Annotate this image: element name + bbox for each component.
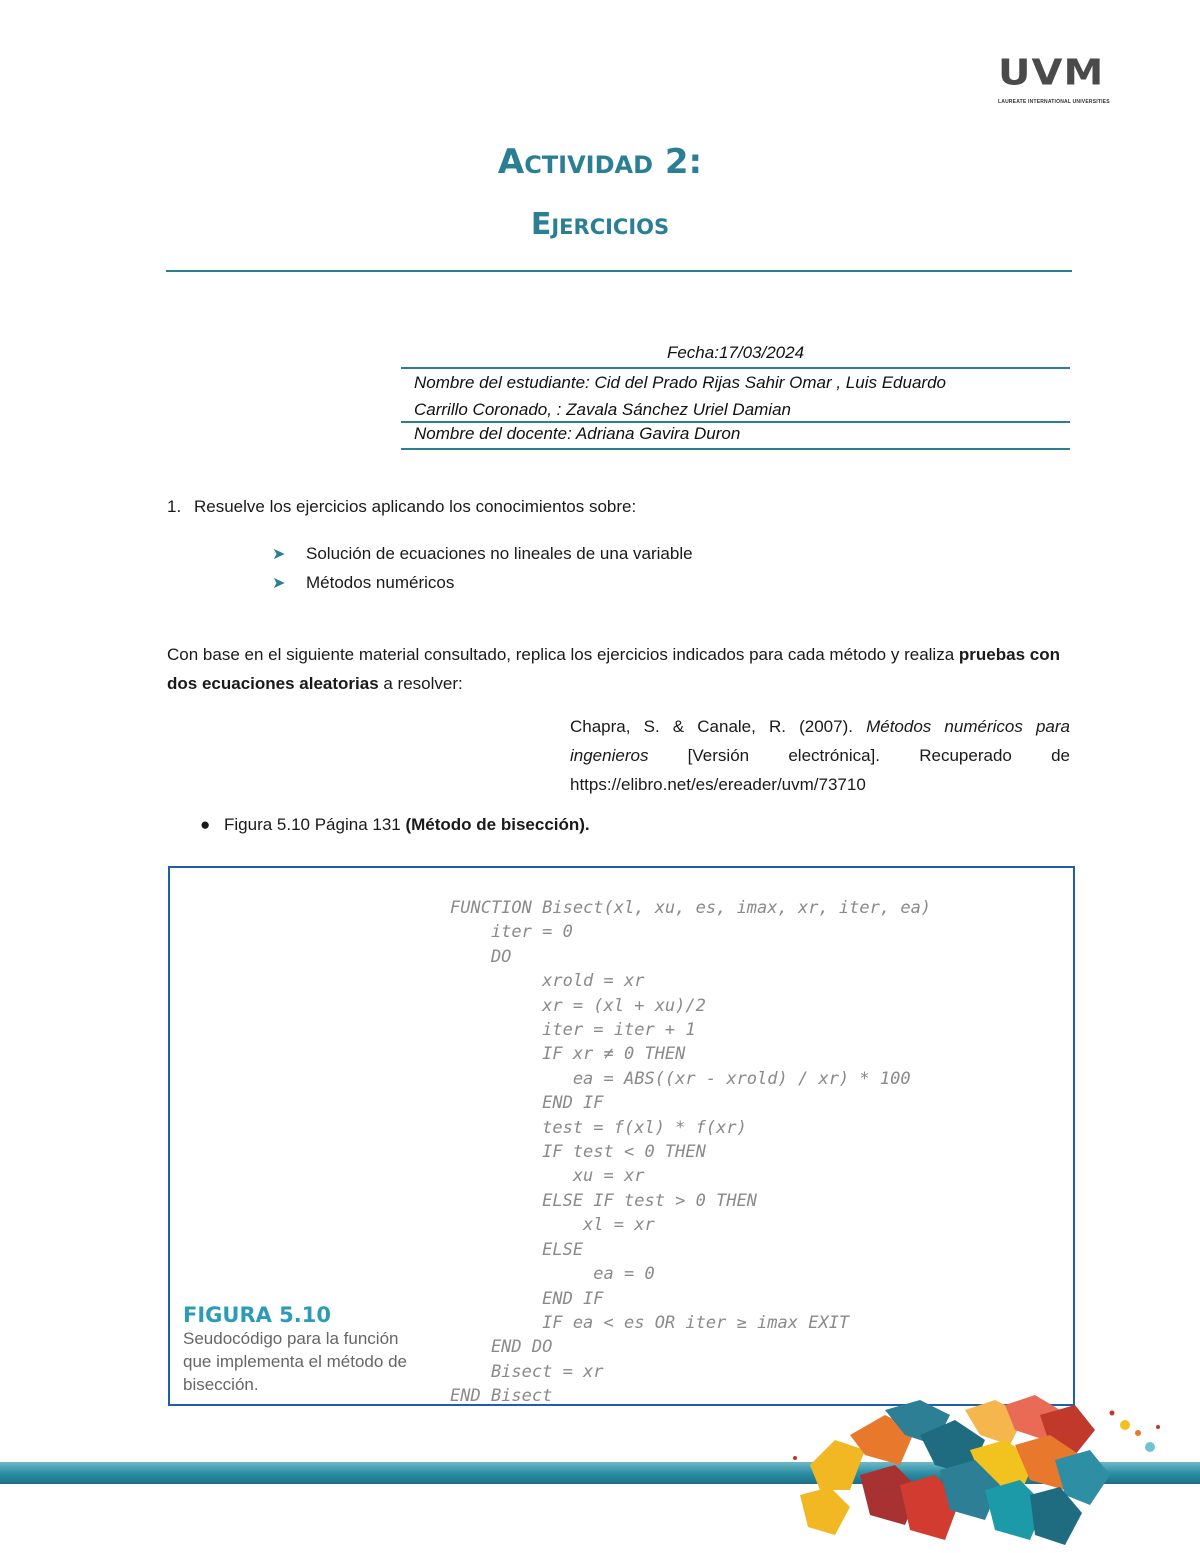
code-line: xrold = xr <box>450 971 645 992</box>
topic-label: Solución de ecuaciones no lineales de una variable <box>306 543 693 563</box>
figure-description: Seudocódigo para la función que implementa el método de bisección. <box>183 1329 407 1394</box>
logo-word: UVM <box>998 52 1105 94</box>
code-line: END DO <box>450 1337 553 1358</box>
code-line: xr = (xl + xu)/2 <box>450 995 706 1016</box>
pseudocode-block <box>450 896 931 1406</box>
code-line: END IF <box>450 1288 604 1309</box>
code-line: iter = iter + 1 <box>450 1020 696 1041</box>
code-line: ea = ABS((xr - xrold) / xr) * 100 <box>450 1068 911 1089</box>
code-line: IF ea < es OR iter ≥ imax EXIT <box>450 1312 850 1333</box>
figure-reference-bold: (Método de bisección). <box>405 815 590 834</box>
page-title <box>0 142 1200 182</box>
code-line: xu = xr <box>450 1166 645 1187</box>
instructions-text-end: a resolver: <box>378 674 463 693</box>
figure-reference <box>200 815 590 835</box>
code-line: DO <box>450 946 512 967</box>
figure-caption <box>183 1303 413 1396</box>
instructions-paragraph <box>167 640 1071 698</box>
bullet-dot-icon: ● <box>200 815 211 834</box>
uvm-logo <box>998 52 1123 110</box>
list-item <box>272 568 693 597</box>
code-line: IF test < 0 THEN <box>450 1142 706 1163</box>
topic-label: Métodos numéricos <box>306 572 455 592</box>
info-divider <box>401 421 1070 423</box>
question-number: 1. <box>167 497 182 516</box>
code-line: END Bisect <box>450 1386 553 1406</box>
code-line: iter = 0 <box>450 922 573 943</box>
title-line2: Ejercicios <box>530 207 670 242</box>
instructions-bold: pruebas con dos ecuaciones aleatorias <box>167 645 1060 693</box>
reference-authors: Chapra, S. & Canale, R. (2007). <box>570 717 867 736</box>
logo-subtitle: LAUREATE INTERNATIONAL UNIVERSITIES <box>998 99 1110 105</box>
info-divider <box>401 448 1070 450</box>
arrow-bullet-icon: ➤ <box>272 545 286 563</box>
figure-5-10-image <box>168 866 1075 1406</box>
student-line-1: Nombre del estudiante: Cid del Prado Rijas Sahir Omar , Luis Eduardo <box>414 373 946 392</box>
code-line: FUNCTION Bisect(xl, xu, es, imax, xr, iter, ea) <box>450 898 932 918</box>
code-line: ea = 0 <box>450 1264 655 1285</box>
reference-book-title: Métodos numéricos para ingenieros <box>570 717 1070 765</box>
topics-list <box>272 539 693 597</box>
reference-rest: [Versión electrónica]. Recuperado de https://elibro.net/es/ereader/uvm/73710 <box>570 746 1070 794</box>
decorative-cubes <box>790 1395 1170 1553</box>
code-line: Bisect = xr <box>450 1361 604 1382</box>
page-subtitle <box>0 207 1200 242</box>
student-names <box>401 369 1070 423</box>
reference-citation <box>570 712 1070 799</box>
figure-reference-text: Figura 5.10 Página 131 <box>224 815 406 834</box>
code-line: END IF <box>450 1093 604 1114</box>
arrow-bullet-icon: ➤ <box>272 574 286 592</box>
question-text: Resuelve los ejercicios aplicando los conocimientos sobre: <box>194 497 637 516</box>
code-line: xl = xr <box>450 1215 655 1236</box>
teacher-name: Nombre del docente: Adriana Gavira Duron <box>414 424 741 443</box>
date-field: Fecha:17/03/2024 <box>666 343 805 362</box>
code-line: ELSE IF test > 0 THEN <box>450 1190 758 1211</box>
title-line1: Actividad 2: <box>497 142 703 182</box>
instructions-text: Con base en el siguiente material consultado, replica los ejercicios indicados para cada método y realiza <box>167 645 959 664</box>
code-line: IF xr ≠ 0 THEN <box>450 1044 686 1065</box>
student-line-2: Carrillo Coronado, : Zavala Sánchez Uriel Damian <box>414 400 791 419</box>
code-line: ELSE <box>450 1239 584 1260</box>
figure-label: FIGURA 5.10 <box>183 1303 331 1327</box>
code-line: test = f(xl) * f(xr) <box>450 1117 747 1138</box>
title-divider <box>166 270 1072 272</box>
list-item <box>272 539 693 568</box>
question-1 <box>167 497 636 517</box>
